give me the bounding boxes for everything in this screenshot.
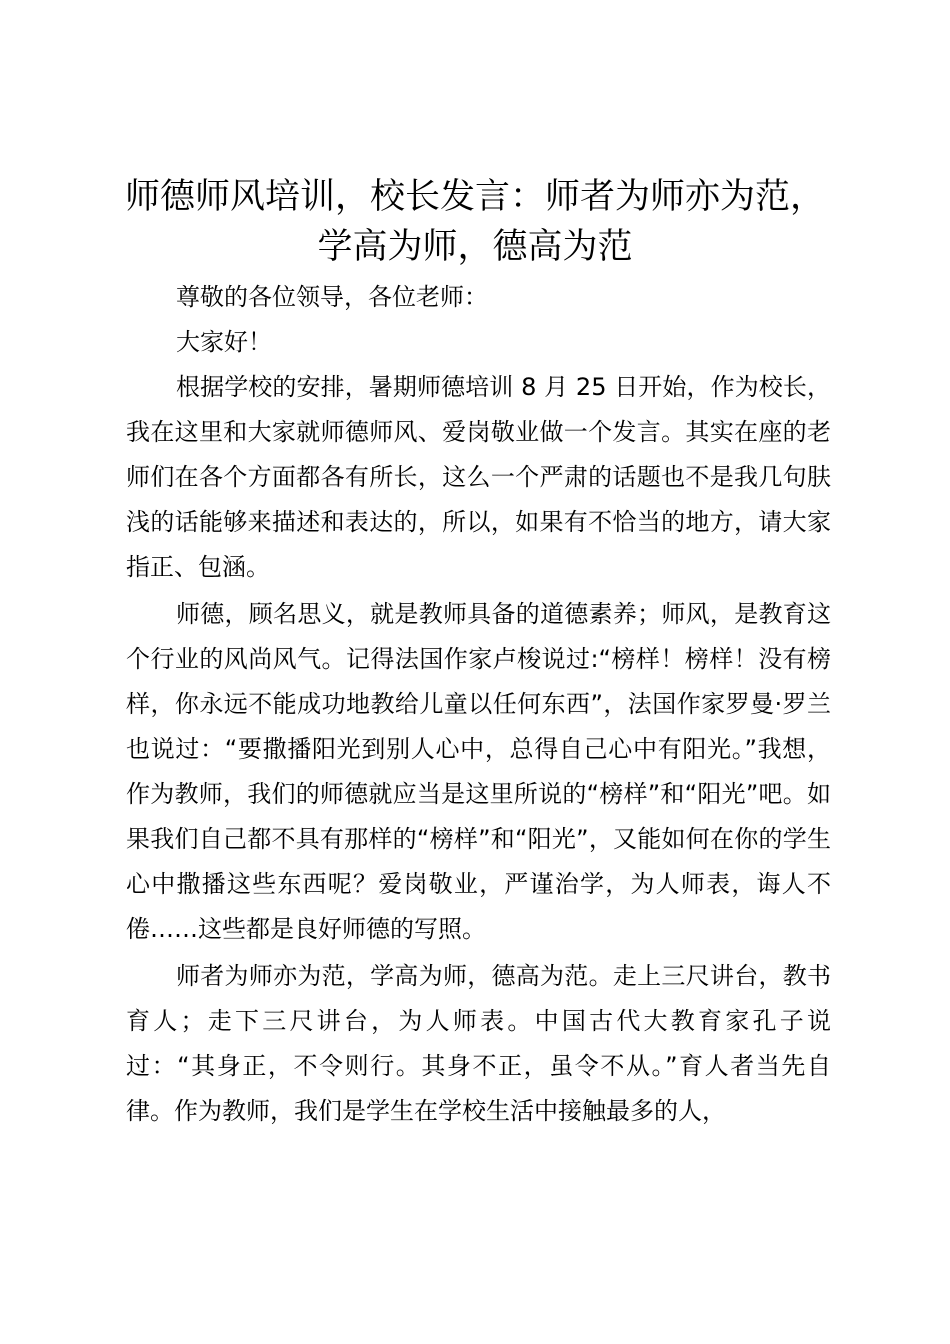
document-body [126,275,831,1134]
body-paragraph: 根据学校的安排，暑期师德培训 8 月 25 日开始，作为校长，我在这里和大家就师德师风、爱岗敬业做一个发言。其实在座的老师们在各个方面都各有所长，这么一个严肃的话题也不是我几句肤浅的话能够来描述和表达的，所以，如果有不恰当的地方，请大家指正、包涵。 [126,373,831,581]
greeting: 大家好！ [176,328,272,356]
body-paragraph: 师者为师亦为范，学高为师，德高为范。走上三尺讲台，教书育人；走下三尺讲台，为人师表。中国古代大教育家孔子说过：“其身正，不令则行。其身不正，虽令不从。”育人者当先自律。作为教师，我们是学生在学校生活中接触最多的人， [126,962,831,1125]
title-line-2: 学高为师，德高为范 [317,227,633,267]
document-title [100,172,850,272]
body-paragraph: 师德，顾名思义，就是教师具备的道德素养；师风，是教育这个行业的风尚风气。记得法国作家卢梭说过:“榜样！榜样！没有榜样，你永远不能成功地教给儿童以任何东西”，法国作家罗曼·罗兰也说过：“要撒播阳光到别人心中，总得自己心中有阳光。”我想，作为教师，我们的师德就应当是这里所说的“榜样”和“阳光”吧。如果我们自己都不具有那样的“榜样”和“阳光”，又能如何在你的学生心中撒播这些东西呢？爱岗敬业，严谨治学，为人师表，诲人不倦……这些都是良好师德的写照。 [126,600,831,943]
title-line-1: 师德师风培训，校长发言：师者为师亦为范， [124,177,825,217]
salutation: 尊敬的各位领导，各位老师： [176,283,488,311]
